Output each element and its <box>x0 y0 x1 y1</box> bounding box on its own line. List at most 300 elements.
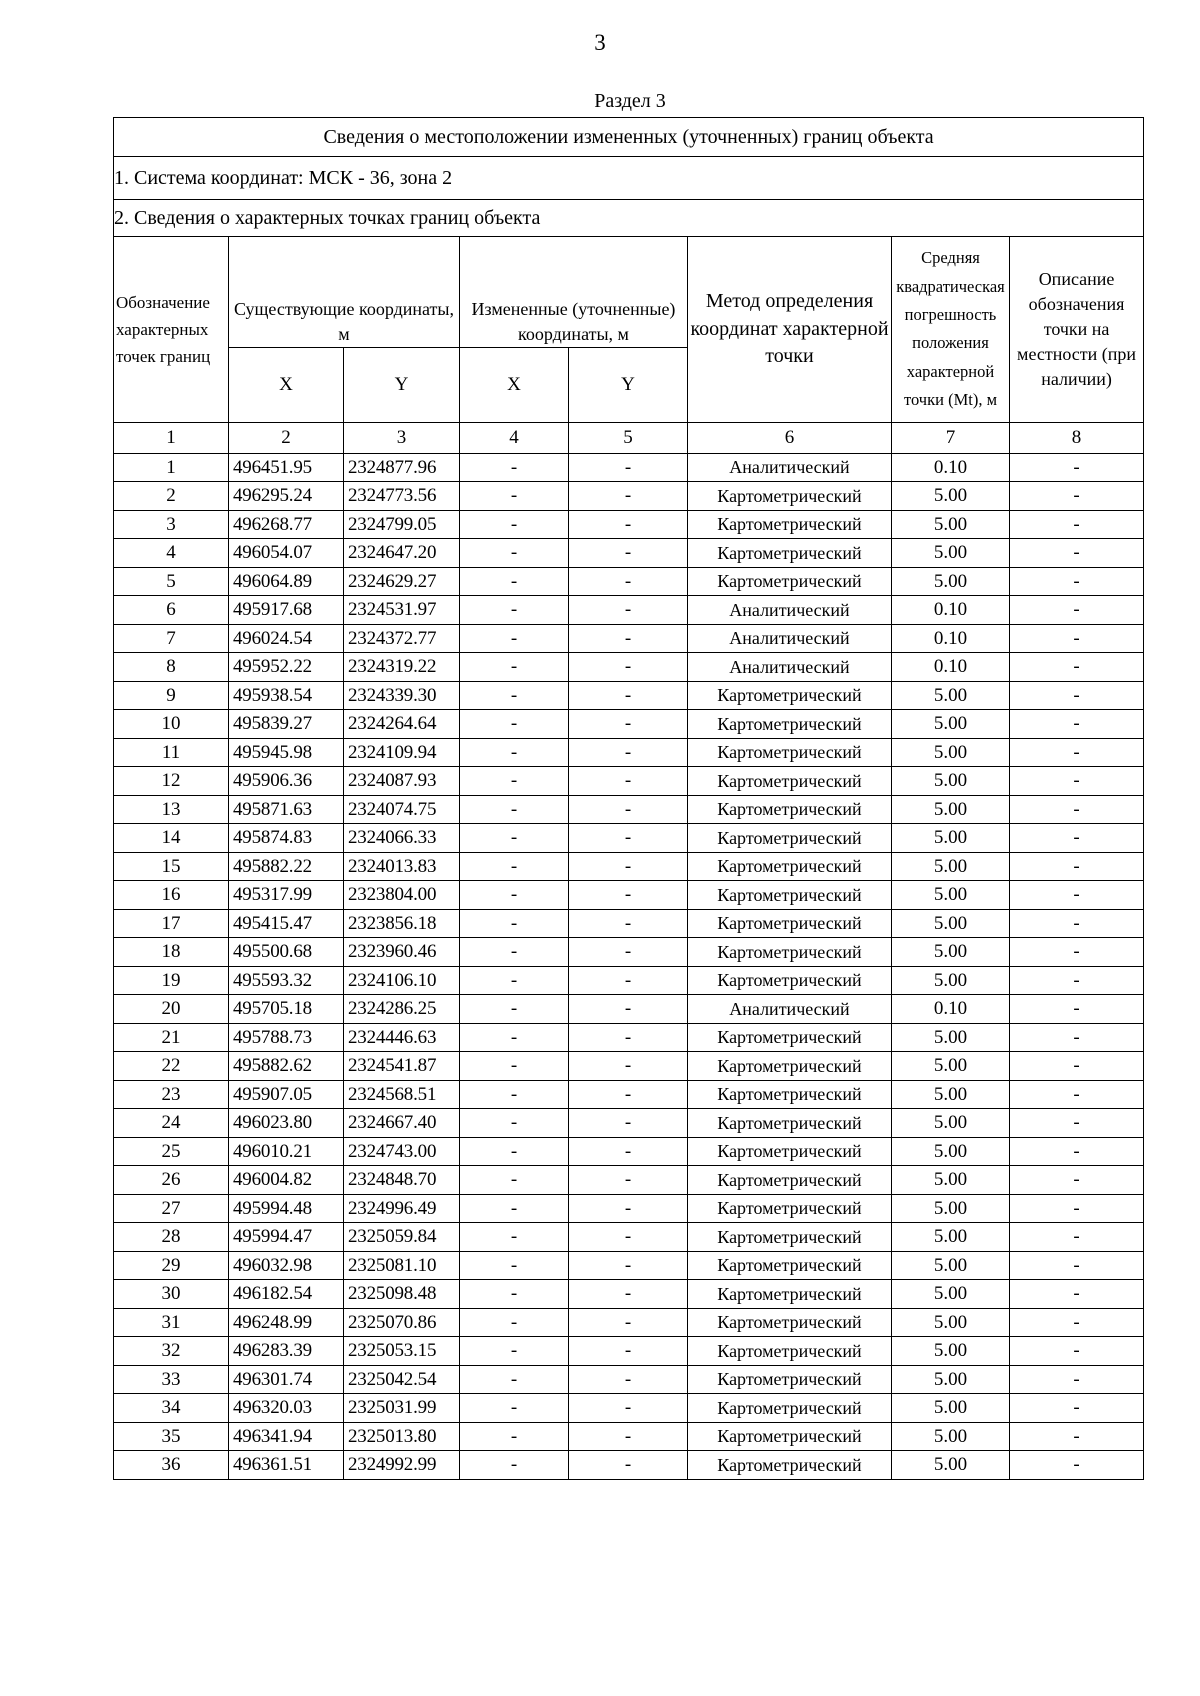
table-row <box>114 1080 1144 1109</box>
existing-y-cell: 2324541.87 <box>344 1052 460 1081</box>
description-cell: - <box>1010 1109 1144 1138</box>
table-row <box>114 510 1144 539</box>
existing-y-cell: 2325059.84 <box>344 1223 460 1252</box>
changed-y-cell: - <box>569 1052 688 1081</box>
changed-y-cell: - <box>569 852 688 881</box>
description-cell: - <box>1010 1337 1144 1366</box>
method-cell: Картометрический <box>688 852 892 881</box>
mean-error-cell: 5.00 <box>892 1422 1010 1451</box>
section-label: Раздел 3 <box>594 90 666 112</box>
mean-error-cell: 5.00 <box>892 909 1010 938</box>
description-cell: - <box>1010 1223 1144 1252</box>
description-cell: - <box>1010 1080 1144 1109</box>
existing-x-cell: 496341.94 <box>229 1422 344 1451</box>
changed-y-cell: - <box>569 1308 688 1337</box>
table-row <box>114 453 1144 482</box>
existing-y-cell: 2323960.46 <box>344 938 460 967</box>
column-number: 5 <box>569 422 688 453</box>
description-cell: - <box>1010 995 1144 1024</box>
existing-y-cell: 2324013.83 <box>344 852 460 881</box>
point-number-cell: 7 <box>114 624 229 653</box>
description-cell: - <box>1010 1394 1144 1423</box>
point-number-cell: 28 <box>114 1223 229 1252</box>
existing-x-cell: 496010.21 <box>229 1137 344 1166</box>
changed-x-cell: - <box>460 795 569 824</box>
column-numbers-row <box>114 422 1144 453</box>
table-row <box>114 767 1144 796</box>
point-number-cell: 3 <box>114 510 229 539</box>
method-cell: Картометрический <box>688 539 892 568</box>
changed-x-cell: - <box>460 1023 569 1052</box>
changed-y-cell: - <box>569 1251 688 1280</box>
existing-x-cell: 496268.77 <box>229 510 344 539</box>
header-method: Метод определения координат характерной точки <box>688 237 892 423</box>
point-number-cell: 31 <box>114 1308 229 1337</box>
method-cell: Картометрический <box>688 567 892 596</box>
changed-y-cell: - <box>569 624 688 653</box>
mean-error-cell: 5.00 <box>892 1365 1010 1394</box>
description-cell: - <box>1010 1166 1144 1195</box>
description-cell: - <box>1010 510 1144 539</box>
table-row <box>114 1166 1144 1195</box>
existing-y-cell: 2324372.77 <box>344 624 460 653</box>
existing-y-cell: 2324743.00 <box>344 1137 460 1166</box>
method-cell: Картометрический <box>688 824 892 853</box>
description-cell: - <box>1010 767 1144 796</box>
existing-x-cell: 496064.89 <box>229 567 344 596</box>
mean-error-cell: 5.00 <box>892 1137 1010 1166</box>
existing-x-cell: 495500.68 <box>229 938 344 967</box>
changed-y-cell: - <box>569 795 688 824</box>
mean-error-cell: 5.00 <box>892 1223 1010 1252</box>
changed-y-cell: - <box>569 1194 688 1223</box>
changed-x-cell: - <box>460 482 569 511</box>
column-number: 1 <box>114 422 229 453</box>
table-row <box>114 1365 1144 1394</box>
changed-y-cell: - <box>569 1422 688 1451</box>
changed-x-cell: - <box>460 1365 569 1394</box>
method-cell: Картометрический <box>688 681 892 710</box>
description-cell: - <box>1010 1422 1144 1451</box>
column-number: 4 <box>460 422 569 453</box>
changed-y-cell: - <box>569 710 688 739</box>
mean-error-cell: 5.00 <box>892 1394 1010 1423</box>
mean-error-cell: 5.00 <box>892 681 1010 710</box>
existing-x-cell: 496004.82 <box>229 1166 344 1195</box>
existing-x-cell: 495593.32 <box>229 966 344 995</box>
existing-x-cell: 496320.03 <box>229 1394 344 1423</box>
table-row <box>114 995 1144 1024</box>
existing-y-cell: 2324996.49 <box>344 1194 460 1223</box>
changed-y-cell: - <box>569 824 688 853</box>
existing-x-cell: 496295.24 <box>229 482 344 511</box>
boundary-points-table <box>113 117 1144 1480</box>
point-number-cell: 36 <box>114 1451 229 1480</box>
existing-y-cell: 2324339.30 <box>344 681 460 710</box>
existing-x-cell: 495994.48 <box>229 1194 344 1223</box>
table-row <box>114 1337 1144 1366</box>
changed-y-cell: - <box>569 681 688 710</box>
mean-error-cell: 5.00 <box>892 1166 1010 1195</box>
point-number-cell: 19 <box>114 966 229 995</box>
changed-y-cell: - <box>569 1166 688 1195</box>
method-cell: Картометрический <box>688 1394 892 1423</box>
changed-x-cell: - <box>460 995 569 1024</box>
existing-y-cell: 2325081.10 <box>344 1251 460 1280</box>
table-row <box>114 1052 1144 1081</box>
existing-y-cell: 2324667.40 <box>344 1109 460 1138</box>
point-number-cell: 5 <box>114 567 229 596</box>
header-existing-y: Y <box>344 347 460 422</box>
changed-x-cell: - <box>460 881 569 910</box>
description-cell: - <box>1010 539 1144 568</box>
changed-x-cell: - <box>460 510 569 539</box>
mean-error-cell: 5.00 <box>892 1109 1010 1138</box>
header-mean-error: Средняя квадратическая погрешность положения характерной точки (Mt), м <box>892 237 1010 423</box>
changed-y-cell: - <box>569 1223 688 1252</box>
changed-x-cell: - <box>460 1080 569 1109</box>
points-heading: 2. Сведения о характерных точках границ объекта <box>114 200 1144 237</box>
existing-y-cell: 2324848.70 <box>344 1166 460 1195</box>
description-cell: - <box>1010 567 1144 596</box>
changed-y-cell: - <box>569 482 688 511</box>
existing-x-cell: 495882.22 <box>229 852 344 881</box>
mean-error-cell: 5.00 <box>892 539 1010 568</box>
table-row <box>114 624 1144 653</box>
page-number: 3 <box>594 30 606 55</box>
existing-y-cell: 2323804.00 <box>344 881 460 910</box>
existing-y-cell: 2324647.20 <box>344 539 460 568</box>
mean-error-cell: 5.00 <box>892 881 1010 910</box>
table-row <box>114 881 1144 910</box>
description-cell: - <box>1010 909 1144 938</box>
table-row <box>114 1394 1144 1423</box>
existing-y-cell: 2325042.54 <box>344 1365 460 1394</box>
point-number-cell: 11 <box>114 738 229 767</box>
mean-error-cell: 5.00 <box>892 1337 1010 1366</box>
existing-y-cell: 2324286.25 <box>344 995 460 1024</box>
mean-error-cell: 0.10 <box>892 653 1010 682</box>
changed-y-cell: - <box>569 966 688 995</box>
description-cell: - <box>1010 624 1144 653</box>
method-cell: Картометрический <box>688 1166 892 1195</box>
changed-x-cell: - <box>460 710 569 739</box>
changed-y-cell: - <box>569 596 688 625</box>
method-cell: Картометрический <box>688 738 892 767</box>
method-cell: Картометрический <box>688 1109 892 1138</box>
changed-x-cell: - <box>460 1223 569 1252</box>
method-cell: Картометрический <box>688 1137 892 1166</box>
changed-x-cell: - <box>460 1422 569 1451</box>
existing-x-cell: 495415.47 <box>229 909 344 938</box>
header-changed-y: Y <box>569 347 688 422</box>
existing-x-cell: 496283.39 <box>229 1337 344 1366</box>
mean-error-cell: 5.00 <box>892 1052 1010 1081</box>
method-cell: Аналитический <box>688 596 892 625</box>
column-number: 7 <box>892 422 1010 453</box>
changed-y-cell: - <box>569 653 688 682</box>
column-number: 3 <box>344 422 460 453</box>
table-row <box>114 1422 1144 1451</box>
point-number-cell: 20 <box>114 995 229 1024</box>
table-row <box>114 710 1144 739</box>
existing-y-cell: 2324568.51 <box>344 1080 460 1109</box>
description-cell: - <box>1010 596 1144 625</box>
method-cell: Аналитический <box>688 995 892 1024</box>
changed-y-cell: - <box>569 453 688 482</box>
point-number-cell: 24 <box>114 1109 229 1138</box>
method-cell: Картометрический <box>688 881 892 910</box>
header-description: Описание обозначения точки на местности (при наличии) <box>1010 237 1144 423</box>
table-row <box>114 1451 1144 1480</box>
description-cell: - <box>1010 1451 1144 1480</box>
column-number: 6 <box>688 422 892 453</box>
method-cell: Картометрический <box>688 1023 892 1052</box>
existing-y-cell: 2324992.99 <box>344 1451 460 1480</box>
existing-x-cell: 495938.54 <box>229 681 344 710</box>
mean-error-cell: 5.00 <box>892 710 1010 739</box>
point-number-cell: 27 <box>114 1194 229 1223</box>
description-cell: - <box>1010 482 1144 511</box>
table-row <box>114 567 1144 596</box>
table-row <box>114 596 1144 625</box>
method-cell: Картометрический <box>688 966 892 995</box>
point-number-cell: 15 <box>114 852 229 881</box>
mean-error-cell: 0.10 <box>892 624 1010 653</box>
column-number: 8 <box>1010 422 1144 453</box>
changed-y-cell: - <box>569 938 688 967</box>
header-designation: Обозначение характерных точек границ <box>114 237 229 423</box>
existing-y-cell: 2324319.22 <box>344 653 460 682</box>
mean-error-cell: 5.00 <box>892 938 1010 967</box>
method-cell: Картометрический <box>688 1251 892 1280</box>
changed-x-cell: - <box>460 852 569 881</box>
method-cell: Картометрический <box>688 1280 892 1309</box>
changed-y-cell: - <box>569 881 688 910</box>
existing-y-cell: 2324629.27 <box>344 567 460 596</box>
description-cell: - <box>1010 1280 1144 1309</box>
point-number-cell: 2 <box>114 482 229 511</box>
existing-x-cell: 495945.98 <box>229 738 344 767</box>
existing-x-cell: 496451.95 <box>229 453 344 482</box>
description-cell: - <box>1010 1023 1144 1052</box>
description-cell: - <box>1010 1365 1144 1394</box>
description-cell: - <box>1010 710 1144 739</box>
existing-x-cell: 495788.73 <box>229 1023 344 1052</box>
changed-x-cell: - <box>460 1166 569 1195</box>
existing-y-cell: 2323856.18 <box>344 909 460 938</box>
point-number-cell: 17 <box>114 909 229 938</box>
method-cell: Картометрический <box>688 1080 892 1109</box>
existing-x-cell: 495906.36 <box>229 767 344 796</box>
changed-y-cell: - <box>569 510 688 539</box>
header-changed-x: X <box>460 347 569 422</box>
description-cell: - <box>1010 453 1144 482</box>
mean-error-cell: 0.10 <box>892 453 1010 482</box>
changed-x-cell: - <box>460 567 569 596</box>
method-cell: Картометрический <box>688 1337 892 1366</box>
existing-x-cell: 495705.18 <box>229 995 344 1024</box>
changed-x-cell: - <box>460 909 569 938</box>
method-cell: Картометрический <box>688 767 892 796</box>
mean-error-cell: 5.00 <box>892 1280 1010 1309</box>
mean-error-cell: 5.00 <box>892 1080 1010 1109</box>
existing-y-cell: 2324446.63 <box>344 1023 460 1052</box>
changed-y-cell: - <box>569 567 688 596</box>
point-number-cell: 16 <box>114 881 229 910</box>
point-number-cell: 26 <box>114 1166 229 1195</box>
description-cell: - <box>1010 852 1144 881</box>
mean-error-cell: 5.00 <box>892 1194 1010 1223</box>
existing-y-cell: 2325031.99 <box>344 1394 460 1423</box>
method-cell: Картометрический <box>688 909 892 938</box>
changed-y-cell: - <box>569 1394 688 1423</box>
existing-x-cell: 495871.63 <box>229 795 344 824</box>
existing-x-cell: 495839.27 <box>229 710 344 739</box>
description-cell: - <box>1010 738 1144 767</box>
mean-error-cell: 0.10 <box>892 596 1010 625</box>
point-number-cell: 25 <box>114 1137 229 1166</box>
changed-x-cell: - <box>460 1052 569 1081</box>
existing-x-cell: 496182.54 <box>229 1280 344 1309</box>
point-number-cell: 35 <box>114 1422 229 1451</box>
point-number-cell: 30 <box>114 1280 229 1309</box>
existing-y-cell: 2324109.94 <box>344 738 460 767</box>
existing-x-cell: 496248.99 <box>229 1308 344 1337</box>
method-cell: Аналитический <box>688 624 892 653</box>
existing-x-cell: 496032.98 <box>229 1251 344 1280</box>
description-cell: - <box>1010 1308 1144 1337</box>
description-cell: - <box>1010 1137 1144 1166</box>
points-table-body <box>114 453 1144 1479</box>
method-cell: Аналитический <box>688 453 892 482</box>
description-cell: - <box>1010 881 1144 910</box>
existing-x-cell: 496054.07 <box>229 539 344 568</box>
method-cell: Картометрический <box>688 710 892 739</box>
existing-y-cell: 2324264.64 <box>344 710 460 739</box>
table-row <box>114 824 1144 853</box>
mean-error-cell: 5.00 <box>892 824 1010 853</box>
table-row <box>114 738 1144 767</box>
existing-y-cell: 2324074.75 <box>344 795 460 824</box>
point-number-cell: 10 <box>114 710 229 739</box>
table-row <box>114 681 1144 710</box>
table-row <box>114 1109 1144 1138</box>
existing-x-cell: 496301.74 <box>229 1365 344 1394</box>
existing-x-cell: 496361.51 <box>229 1451 344 1480</box>
mean-error-cell: 5.00 <box>892 1451 1010 1480</box>
changed-y-cell: - <box>569 1109 688 1138</box>
method-cell: Картометрический <box>688 1194 892 1223</box>
changed-y-cell: - <box>569 1280 688 1309</box>
existing-x-cell: 495882.62 <box>229 1052 344 1081</box>
method-cell: Картометрический <box>688 1308 892 1337</box>
mean-error-cell: 5.00 <box>892 795 1010 824</box>
existing-x-cell: 495917.68 <box>229 596 344 625</box>
changed-x-cell: - <box>460 1137 569 1166</box>
method-cell: Картометрический <box>688 510 892 539</box>
point-number-cell: 34 <box>114 1394 229 1423</box>
existing-x-cell: 495874.83 <box>229 824 344 853</box>
changed-x-cell: - <box>460 1109 569 1138</box>
description-cell: - <box>1010 681 1144 710</box>
changed-x-cell: - <box>460 738 569 767</box>
method-cell: Картометрический <box>688 1422 892 1451</box>
point-number-cell: 6 <box>114 596 229 625</box>
method-cell: Картометрический <box>688 938 892 967</box>
description-cell: - <box>1010 1194 1144 1223</box>
existing-x-cell: 495317.99 <box>229 881 344 910</box>
point-number-cell: 1 <box>114 453 229 482</box>
point-number-cell: 33 <box>114 1365 229 1394</box>
table-row <box>114 1308 1144 1337</box>
existing-y-cell: 2324066.33 <box>344 824 460 853</box>
mean-error-cell: 5.00 <box>892 852 1010 881</box>
method-cell: Картометрический <box>688 795 892 824</box>
mean-error-cell: 5.00 <box>892 1308 1010 1337</box>
point-number-cell: 32 <box>114 1337 229 1366</box>
table-title: Сведения о местоположении измененных (уточненных) границ объекта <box>114 118 1144 157</box>
changed-y-cell: - <box>569 1137 688 1166</box>
table-row <box>114 1194 1144 1223</box>
existing-y-cell: 2324799.05 <box>344 510 460 539</box>
changed-x-cell: - <box>460 453 569 482</box>
mean-error-cell: 5.00 <box>892 510 1010 539</box>
existing-x-cell: 495907.05 <box>229 1080 344 1109</box>
existing-y-cell: 2325098.48 <box>344 1280 460 1309</box>
existing-y-cell: 2325053.15 <box>344 1337 460 1366</box>
changed-x-cell: - <box>460 1280 569 1309</box>
table-row <box>114 795 1144 824</box>
mean-error-cell: 5.00 <box>892 767 1010 796</box>
existing-x-cell: 496023.80 <box>229 1109 344 1138</box>
changed-x-cell: - <box>460 1251 569 1280</box>
existing-y-cell: 2325013.80 <box>344 1422 460 1451</box>
point-number-cell: 23 <box>114 1080 229 1109</box>
table-row <box>114 539 1144 568</box>
description-cell: - <box>1010 824 1144 853</box>
existing-y-cell: 2324087.93 <box>344 767 460 796</box>
existing-y-cell: 2324877.96 <box>344 453 460 482</box>
point-number-cell: 8 <box>114 653 229 682</box>
point-number-cell: 14 <box>114 824 229 853</box>
changed-x-cell: - <box>460 539 569 568</box>
mean-error-cell: 5.00 <box>892 1023 1010 1052</box>
mean-error-cell: 5.00 <box>892 1251 1010 1280</box>
existing-y-cell: 2324773.56 <box>344 482 460 511</box>
table-row <box>114 1223 1144 1252</box>
changed-x-cell: - <box>460 767 569 796</box>
point-number-cell: 12 <box>114 767 229 796</box>
table-row <box>114 1023 1144 1052</box>
changed-y-cell: - <box>569 738 688 767</box>
table-row <box>114 482 1144 511</box>
changed-y-cell: - <box>569 539 688 568</box>
changed-y-cell: - <box>569 767 688 796</box>
method-cell: Картометрический <box>688 1365 892 1394</box>
changed-x-cell: - <box>460 624 569 653</box>
changed-x-cell: - <box>460 1308 569 1337</box>
coordinate-system: 1. Система координат: МСК - 36, зона 2 <box>114 157 1144 200</box>
description-cell: - <box>1010 938 1144 967</box>
point-number-cell: 18 <box>114 938 229 967</box>
method-cell: Аналитический <box>688 653 892 682</box>
description-cell: - <box>1010 1052 1144 1081</box>
description-cell: - <box>1010 653 1144 682</box>
method-cell: Картометрический <box>688 482 892 511</box>
point-number-cell: 9 <box>114 681 229 710</box>
existing-y-cell: 2324531.97 <box>344 596 460 625</box>
